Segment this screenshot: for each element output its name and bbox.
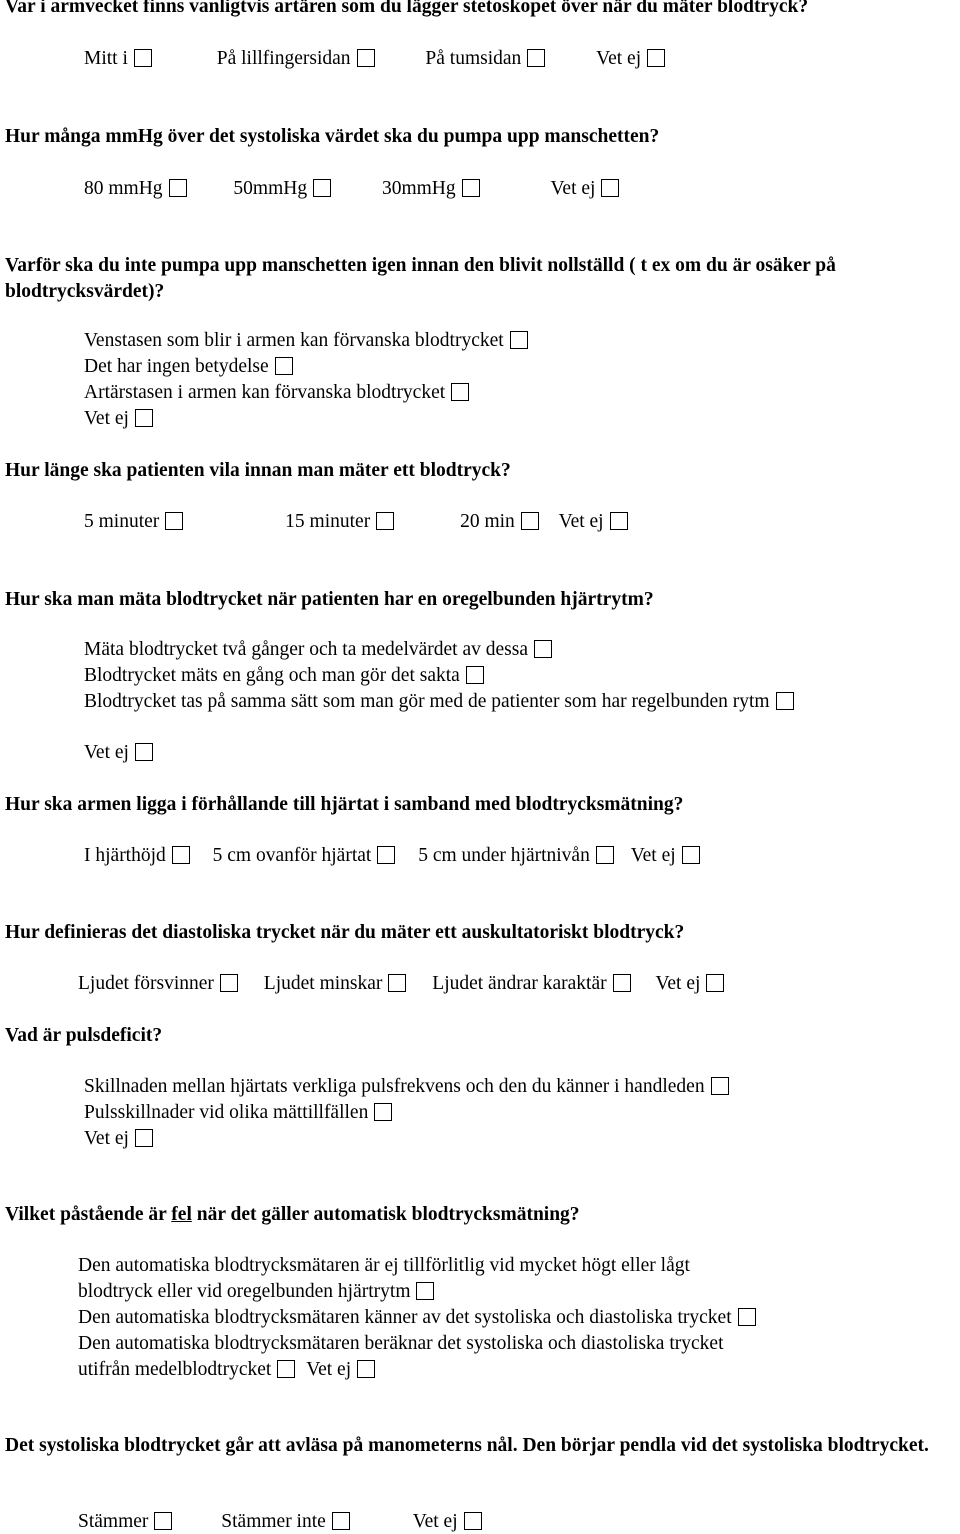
checkbox[interactable]: [357, 1360, 375, 1378]
option-stammer-inte[interactable]: Stämmer inte: [221, 1510, 350, 1534]
answer-line: [84, 407, 153, 431]
option-kanner-av[interactable]: Den automatiska blodtrycksmätaren känner av det systoliska och diastoliska trycket: [78, 1306, 756, 1330]
checkbox[interactable]: [451, 383, 469, 401]
option-80-mmhg[interactable]: 80 mmHg: [84, 177, 187, 201]
answer-row: [78, 1510, 482, 1534]
checkbox[interactable]: [169, 179, 187, 197]
option-vet-ej[interactable]: Vet ej: [551, 177, 620, 201]
option-ljudet-forsvinner[interactable]: Ljudet försvinner: [78, 972, 238, 996]
checkbox[interactable]: [165, 512, 183, 530]
checkbox[interactable]: [154, 1512, 172, 1530]
checkbox[interactable]: [610, 512, 628, 530]
checkbox[interactable]: [647, 49, 665, 67]
answer-line: [84, 381, 469, 405]
option-stammer[interactable]: Stämmer: [78, 1510, 172, 1534]
checkbox[interactable]: [682, 846, 700, 864]
option-tumsidan[interactable]: På tumsidan: [425, 47, 545, 71]
option-5cm-under[interactable]: 5 cm under hjärtnivån: [418, 844, 614, 868]
question-9: Vilket påstående är fel när det gäller automatisk blodtrycksmätning?: [5, 1204, 580, 1225]
option-venstasen[interactable]: Venstasen som blir i armen kan förvanska blodtrycket: [84, 329, 528, 353]
checkbox[interactable]: [596, 846, 614, 864]
checkbox[interactable]: [711, 1077, 729, 1095]
option-vet-ej[interactable]: Vet ej: [596, 47, 665, 71]
option-ljudet-minskar[interactable]: Ljudet minskar: [264, 972, 407, 996]
checkbox[interactable]: [135, 743, 153, 761]
option-5-minuter[interactable]: 5 minuter: [84, 510, 183, 534]
checkbox[interactable]: [534, 640, 552, 658]
answer-row: [84, 47, 665, 71]
question-6: Hur ska armen ligga i förhållande till hjärtat i samband med blodtrycksmätning?: [5, 794, 684, 815]
answer-line: [84, 664, 484, 688]
checkbox[interactable]: [172, 846, 190, 864]
option-5cm-ovanfor[interactable]: 5 cm ovanför hjärtat: [213, 844, 396, 868]
question-1: Var i armvecket finns vanligtvis artären som du lägger stetoskopet över när du mäter blodtryck?: [5, 0, 809, 17]
answer-line: [84, 355, 293, 379]
checkbox[interactable]: [416, 1282, 434, 1300]
option-mats-en-gang[interactable]: Blodtrycket mäts en gång och man gör det sakta: [84, 664, 484, 688]
answer-line: Den automatiska blodtrycksmätaren beräknar det systoliska och diastoliska trycket: [78, 1333, 724, 1354]
checkbox[interactable]: [776, 692, 794, 710]
checkbox[interactable]: [466, 666, 484, 684]
checkbox[interactable]: [376, 512, 394, 530]
checkbox[interactable]: [601, 179, 619, 197]
option-ej-tillforlitlig[interactable]: blodtryck eller vid oregelbunden hjärtrytm: [78, 1280, 434, 1304]
option-vet-ej[interactable]: Vet ej: [655, 972, 724, 996]
option-vet-ej[interactable]: Vet ej: [631, 844, 700, 868]
option-artarstasen[interactable]: Artärstasen i armen kan förvanska blodtrycket: [84, 381, 469, 405]
question-8: Vad är pulsdeficit?: [5, 1025, 163, 1046]
checkbox[interactable]: [377, 846, 395, 864]
option-samma-satt[interactable]: Blodtrycket tas på samma sätt som man gör med de patienter som har regelbunden rytm: [84, 690, 794, 714]
option-vet-ej[interactable]: Vet ej: [413, 1510, 482, 1534]
question-2: Hur många mmHg över det systoliska värdet ska du pumpa upp manschetten?: [5, 126, 660, 147]
answer-line: [84, 329, 528, 353]
checkbox[interactable]: [613, 974, 631, 992]
option-vet-ej[interactable]: Vet ej: [306, 1358, 375, 1382]
option-mitt-i[interactable]: Mitt i: [84, 47, 152, 71]
checkbox[interactable]: [357, 49, 375, 67]
option-ljudet-andrar[interactable]: Ljudet ändrar karaktär: [432, 972, 630, 996]
checkbox[interactable]: [738, 1308, 756, 1326]
answer-row: [78, 972, 724, 996]
question-10: Det systoliska blodtrycket går att avläsa på manometerns nål. Den börjar pendla vid det systoliska blodtrycket.: [5, 1435, 929, 1456]
checkbox[interactable]: [220, 974, 238, 992]
underlined-word: fel: [171, 1204, 192, 1225]
option-beraknar[interactable]: utifrån medelblodtrycket: [78, 1358, 295, 1382]
answer-line: [78, 1358, 375, 1382]
answer-line: [84, 741, 153, 765]
checkbox[interactable]: [134, 49, 152, 67]
question-7: Hur definieras det diastoliska trycket när du mäter ett auskultatoriskt blodtryck?: [5, 922, 685, 943]
option-vet-ej[interactable]: Vet ej: [84, 407, 153, 431]
answer-line: [84, 1075, 729, 1099]
option-50-mmhg[interactable]: 50mmHg: [233, 177, 331, 201]
question-3: Varför ska du inte pumpa upp manschetten igen innan den blivit nollställd ( t ex om du är osäker på blodtrycksvärdet)?: [5, 255, 836, 302]
checkbox[interactable]: [462, 179, 480, 197]
option-lillfingersidan[interactable]: På lillfingersidan: [217, 47, 375, 71]
checkbox[interactable]: [388, 974, 406, 992]
option-vet-ej[interactable]: Vet ej: [559, 510, 628, 534]
question-4: Hur länge ska patienten vila innan man mäter ett blodtryck?: [5, 460, 511, 481]
answer-line: [84, 638, 552, 662]
option-vet-ej[interactable]: Vet ej: [84, 1127, 153, 1151]
option-ingen-betydelse[interactable]: Det har ingen betydelse: [84, 355, 293, 379]
answer-line: [84, 1101, 392, 1125]
answer-row: [84, 844, 700, 868]
checkbox[interactable]: [464, 1512, 482, 1530]
answer-line: [78, 1306, 756, 1330]
checkbox[interactable]: [277, 1360, 295, 1378]
answer-line: [78, 1280, 434, 1304]
option-i-hjarthojd[interactable]: I hjärthöjd: [84, 844, 190, 868]
checkbox[interactable]: [374, 1103, 392, 1121]
checkbox[interactable]: [706, 974, 724, 992]
checkbox[interactable]: [332, 1512, 350, 1530]
option-20-min[interactable]: 20 min: [460, 510, 539, 534]
question-5: Hur ska man mäta blodtrycket när patienten har en oregelbunden hjärtrytm?: [5, 589, 654, 610]
option-vet-ej[interactable]: Vet ej: [84, 741, 153, 765]
checkbox[interactable]: [135, 409, 153, 427]
checkbox[interactable]: [527, 49, 545, 67]
answer-line: [84, 690, 794, 714]
answer-line: [84, 1127, 153, 1151]
answer-row: [84, 177, 619, 201]
checkbox[interactable]: [135, 1129, 153, 1147]
checkbox[interactable]: [313, 179, 331, 197]
answer-line: Den automatiska blodtrycksmätaren är ej tillförlitlig vid mycket högt eller lågt: [78, 1255, 690, 1276]
option-pulsskillnader[interactable]: Pulsskillnader vid olika mättillfällen: [84, 1101, 392, 1125]
checkbox[interactable]: [510, 331, 528, 349]
checkbox[interactable]: [521, 512, 539, 530]
option-30-mmhg[interactable]: 30mmHg: [382, 177, 480, 201]
checkbox[interactable]: [275, 357, 293, 375]
option-mata-tva-ganger[interactable]: Mäta blodtrycket två gånger och ta medelvärdet av dessa: [84, 638, 552, 662]
option-15-minuter[interactable]: 15 minuter: [285, 510, 394, 534]
answer-row: [84, 510, 628, 534]
option-skillnaden[interactable]: Skillnaden mellan hjärtats verkliga pulsfrekvens och den du känner i handleden: [84, 1075, 729, 1099]
